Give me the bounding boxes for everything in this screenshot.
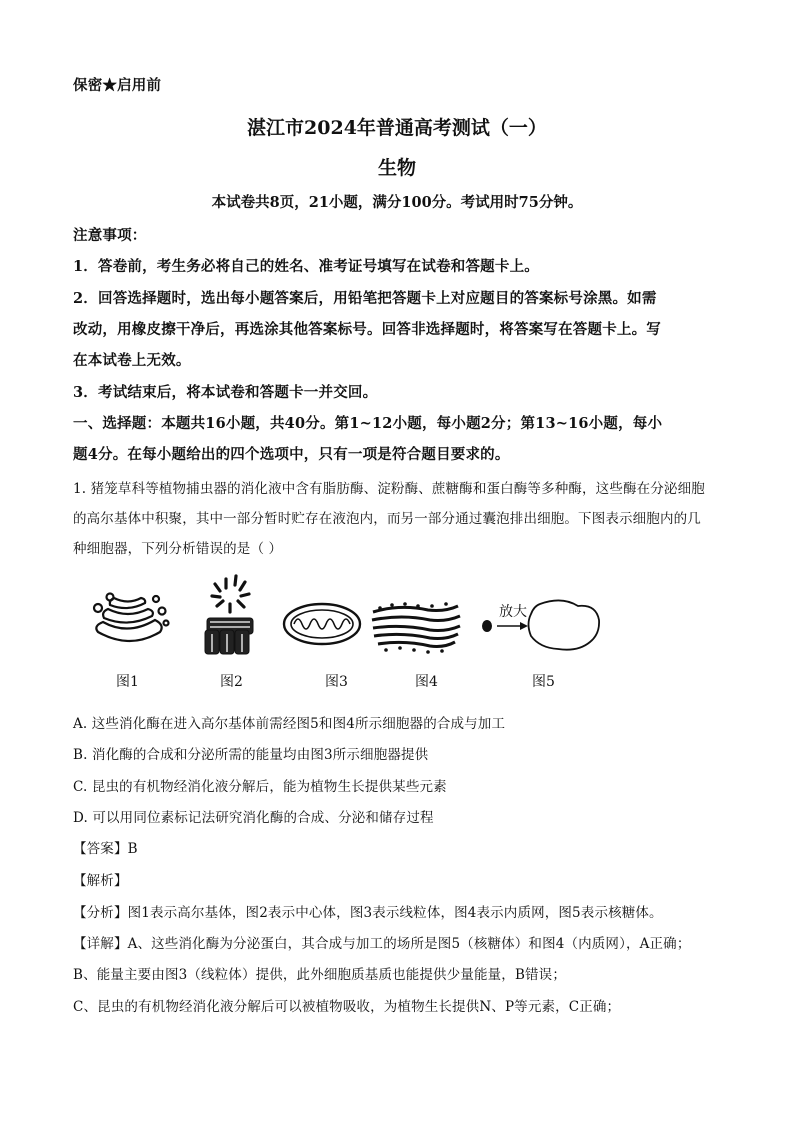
analysis-line: C、昆虫的有机物经消化液分解后可以被植物吸收，为植物生长提供N、P等元素，C正确； [73, 999, 621, 1015]
section-heading-cont: 题4分。在每小题给出的四个选项中，只有一项是符合题目要求的。 [73, 446, 510, 463]
analysis-line: B、能量主要由图3（线粒体）提供，此外细胞质基质也能提供少量能量，B错误； [73, 967, 566, 983]
question-stem: 的高尔基体中积聚，其中一部分暂时贮存在液泡内，而另一部分通过囊泡排出细胞。下图表示细胞内的几 [73, 511, 701, 527]
notes-item: 在本试卷上无效。 [73, 352, 191, 369]
endoplasmic-reticulum-drawing [372, 602, 460, 654]
exam-summary: 本试卷共8页，21小题，满分100分。考试用时75分钟。 [211, 194, 583, 211]
question-stem: 种细胞器，下列分析错误的是（ ） [73, 541, 283, 557]
notes-item: 2．回答选择题时，选出每小题答案后，用铅笔把答题卡上对应题目的答案标号涂黑。如需 [73, 290, 657, 307]
answer-label: 【答案】B [73, 841, 138, 857]
figure-label: 图1 [116, 674, 139, 690]
analysis-line: 【详解】A、这些消化酶为分泌蛋白，其合成与加工的场所是图5（核糖体）和图4（内质网），A正确； [73, 936, 691, 952]
figure-label: 图5 [532, 674, 555, 690]
magnify-label: 放大 [499, 604, 527, 620]
notes-item: 改动，用橡皮擦干净后，再选涂其他答案标号。回答非选择题时，将答案写在答题卡上。写 [73, 321, 661, 338]
notes-heading: 注意事项： [73, 227, 147, 244]
golgi-apparatus-drawing [94, 594, 169, 642]
section-heading: 一、选择题：本题共16小题，共40分。第1~12小题，每小题2分；第13~16小题，每小 [73, 415, 663, 432]
figure-label: 图4 [415, 674, 438, 690]
exam-title: 湛江市2024年普通高考测试（一） [247, 117, 547, 139]
analysis-line: 【分析】图1表示高尔基体，图2表示中心体，图3表示线粒体，图4表示内质网，图5表示核糖体。 [73, 905, 663, 921]
notes-item: 3．考试结束后，将本试卷和答题卡一并交回。 [73, 384, 378, 401]
exam-subject: 生物 [377, 157, 416, 179]
option-c: C. 昆虫的有机物经消化液分解后，能为植物生长提供某些元素 [73, 779, 447, 795]
figure-label: 图2 [220, 674, 243, 690]
confidential-mark: 保密★启用前 [73, 77, 162, 94]
option-d: D. 可以用同位素标记法研究消化酶的合成、分泌和储存过程 [73, 810, 434, 826]
analysis-label: 【解析】 [73, 873, 128, 889]
notes-item: 1．答卷前，考生务必将自己的姓名、准考证号填写在试卷和答题卡上。 [73, 258, 539, 275]
option-a: A. 这些消化酶在进入高尔基体前需经图5和图4所示细胞器的合成与加工 [73, 716, 506, 732]
question-stem: 1. 猪笼草科等植物捕虫器的消化液中含有脂肪酶、淀粉酶、蔗糖酶和蛋白酶等多种酶，这些酶在分泌细胞 [73, 481, 705, 497]
centrosome-drawing [205, 576, 253, 654]
option-b: B. 消化酶的合成和分泌所需的能量均由图3所示细胞器提供 [73, 747, 429, 763]
figure-label: 图3 [325, 674, 348, 690]
mitochondrion-drawing [284, 604, 360, 644]
